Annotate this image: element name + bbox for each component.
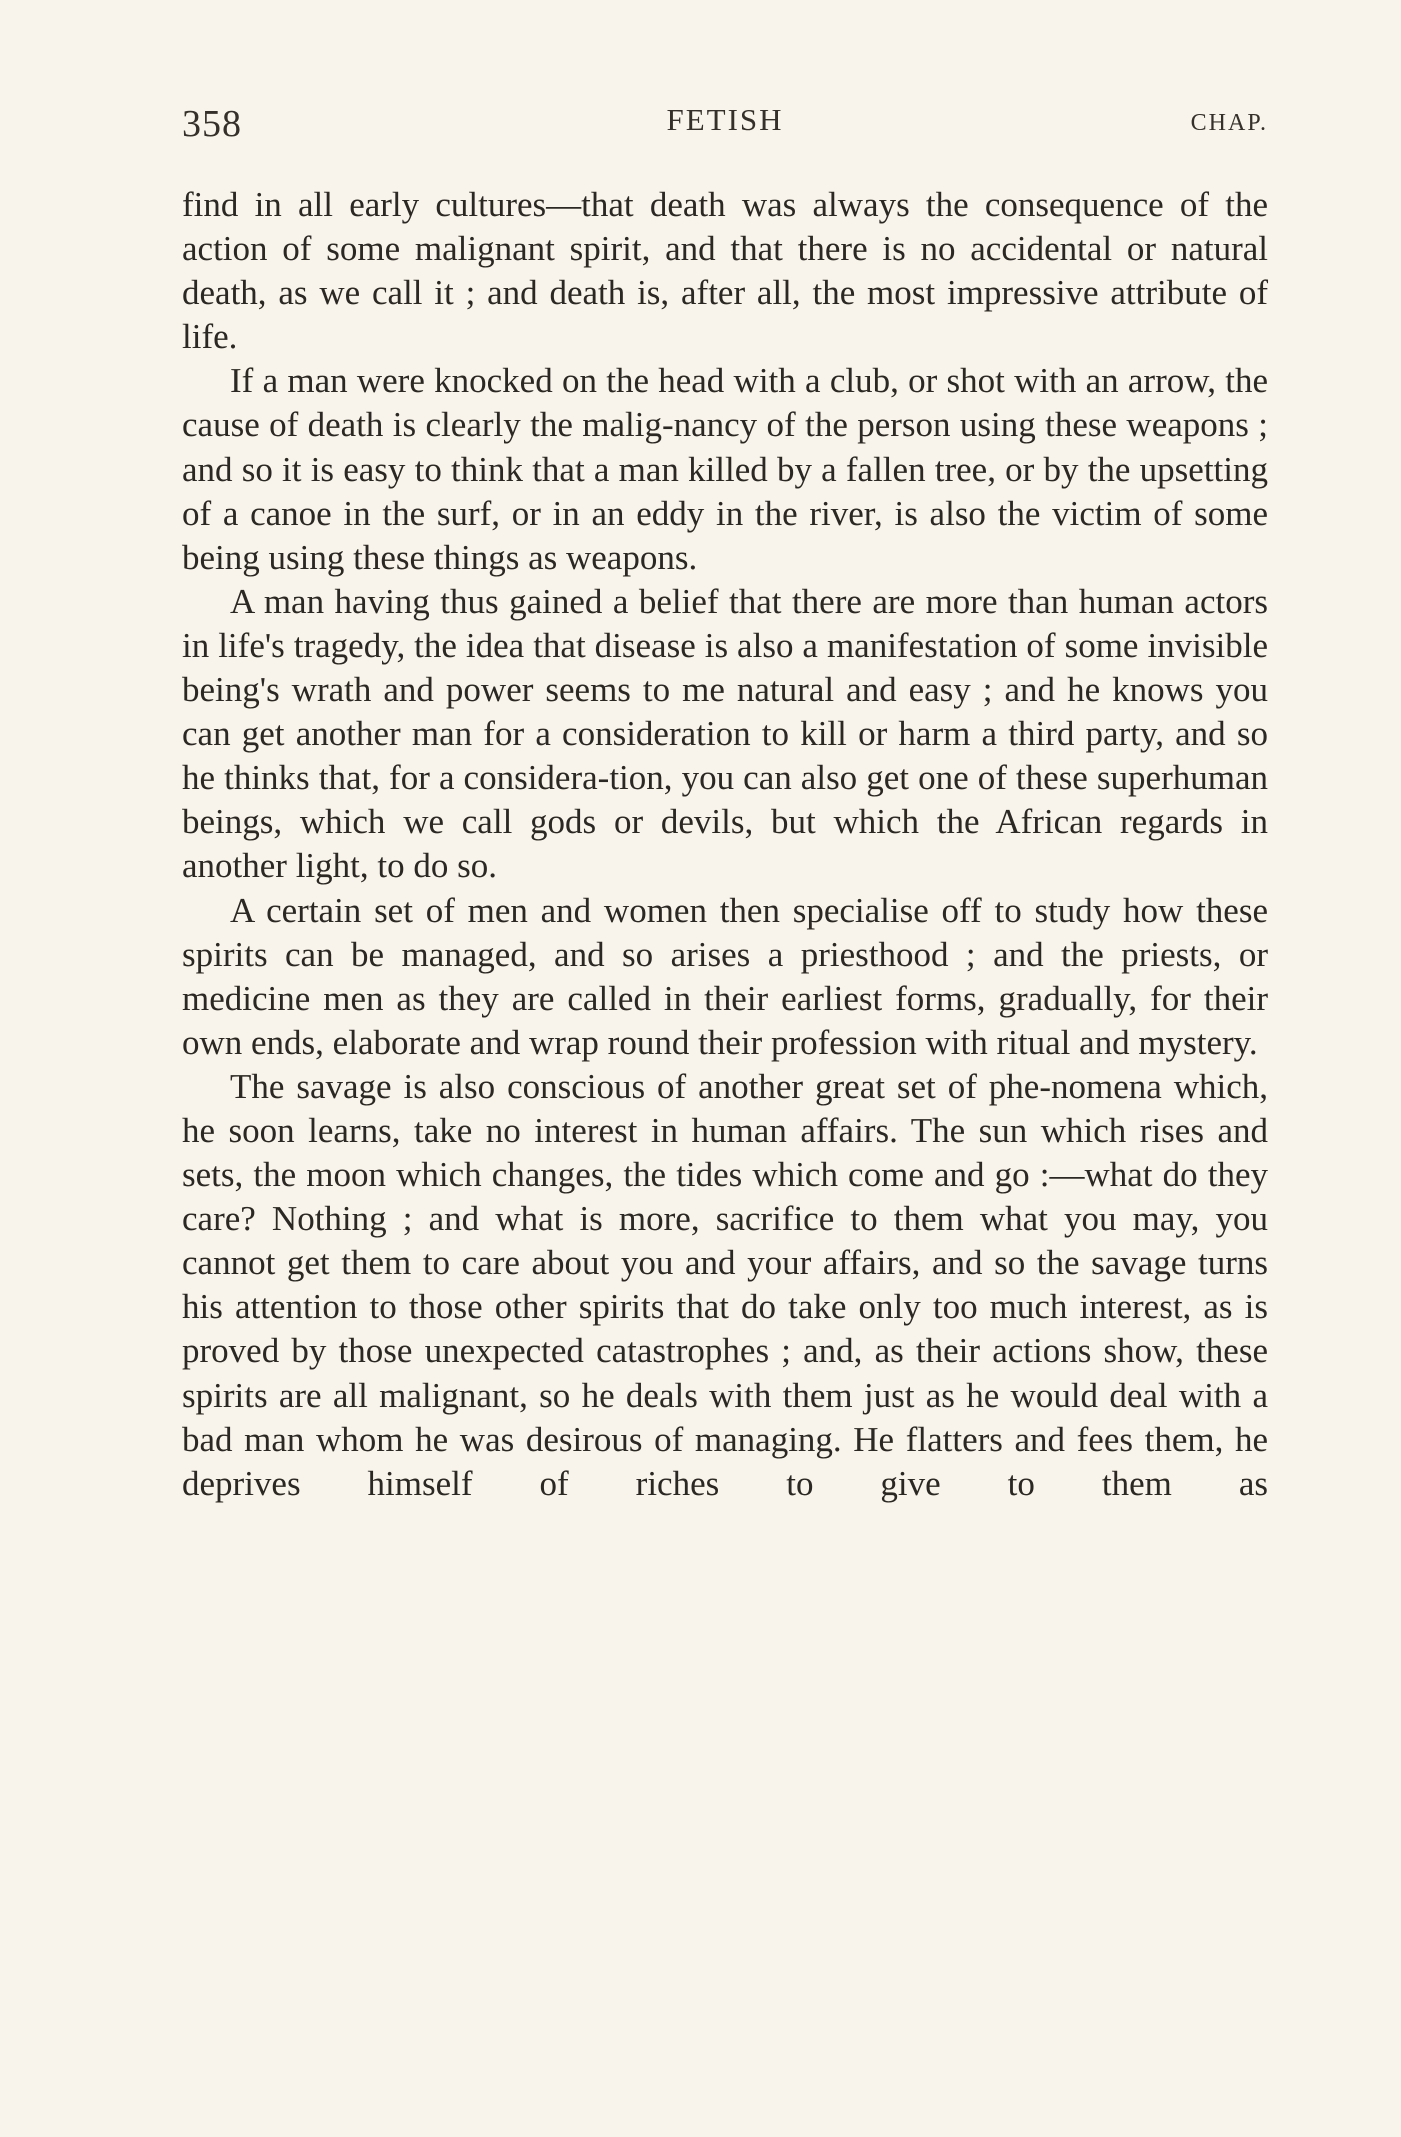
running-title: FETISH [666,102,784,137]
paragraph-1: find in all early cultures—that death was always the consequence of the action of some malignant spirit, and that there is no accidental or natural death, as we call it ; and death is, after all, the most impressive attribute of life. [182,185,1268,357]
paragraph-5: The savage is also conscious of another great set of phe-nomena which, he soon learns, take no interest in human affairs. The sun which rises and sets, the moon which changes, the tides which come and go :—what do they care? Nothing ; and what is more, sacrifice to them what you may, you cannot get them to care about you and your affairs, and so the savage turns his attention to those other spirits that do take only too much interest, as is proved by those unexpected catastrophes ; and, as their actions show, these spirits are all malignant, so he deals with them just as he would deal with a bad man whom he was desirous of managing. He flatters and fees them, he deprives himself of riches to give to them as [182,1066,1268,1503]
chapter-label: CHAP. [1190,110,1268,136]
paragraph-3: A man having thus gained a belief that there are more than human actors in life's tragedy, the idea that disease is also a manifestation of some invisible being's wrath and power seems to me natural and easy ; and he knows you can get another man for a consideration to kill or harm a third party, and so he thinks that, for a considera-tion, you can also get one of these superhuman beings, which we call gods or devils, but which the African regards in another light, to do so. [182,581,1268,886]
page-header [182,102,1268,158]
paragraph-2: If a man were knocked on the head with a club, or shot with an arrow, the cause of death is clearly the malig-nancy of the person using these weapons ; and so it is easy to think that a man killed by a fallen tree, or by the upsetting of a canoe in the surf, or in an eddy in the river, is also the victim of some being using these things as weapons. [182,361,1268,577]
body-text [182,183,1268,1506]
page-number: 358 [182,103,242,145]
paragraph-4: A certain set of men and women then specialise off to study how these spirits can be managed, and so arises a priesthood ; and the priests, or medicine men as they are called in their earliest forms, gradually, for their own ends, elaborate and wrap round their profession with ritual and mystery. [182,890,1268,1062]
